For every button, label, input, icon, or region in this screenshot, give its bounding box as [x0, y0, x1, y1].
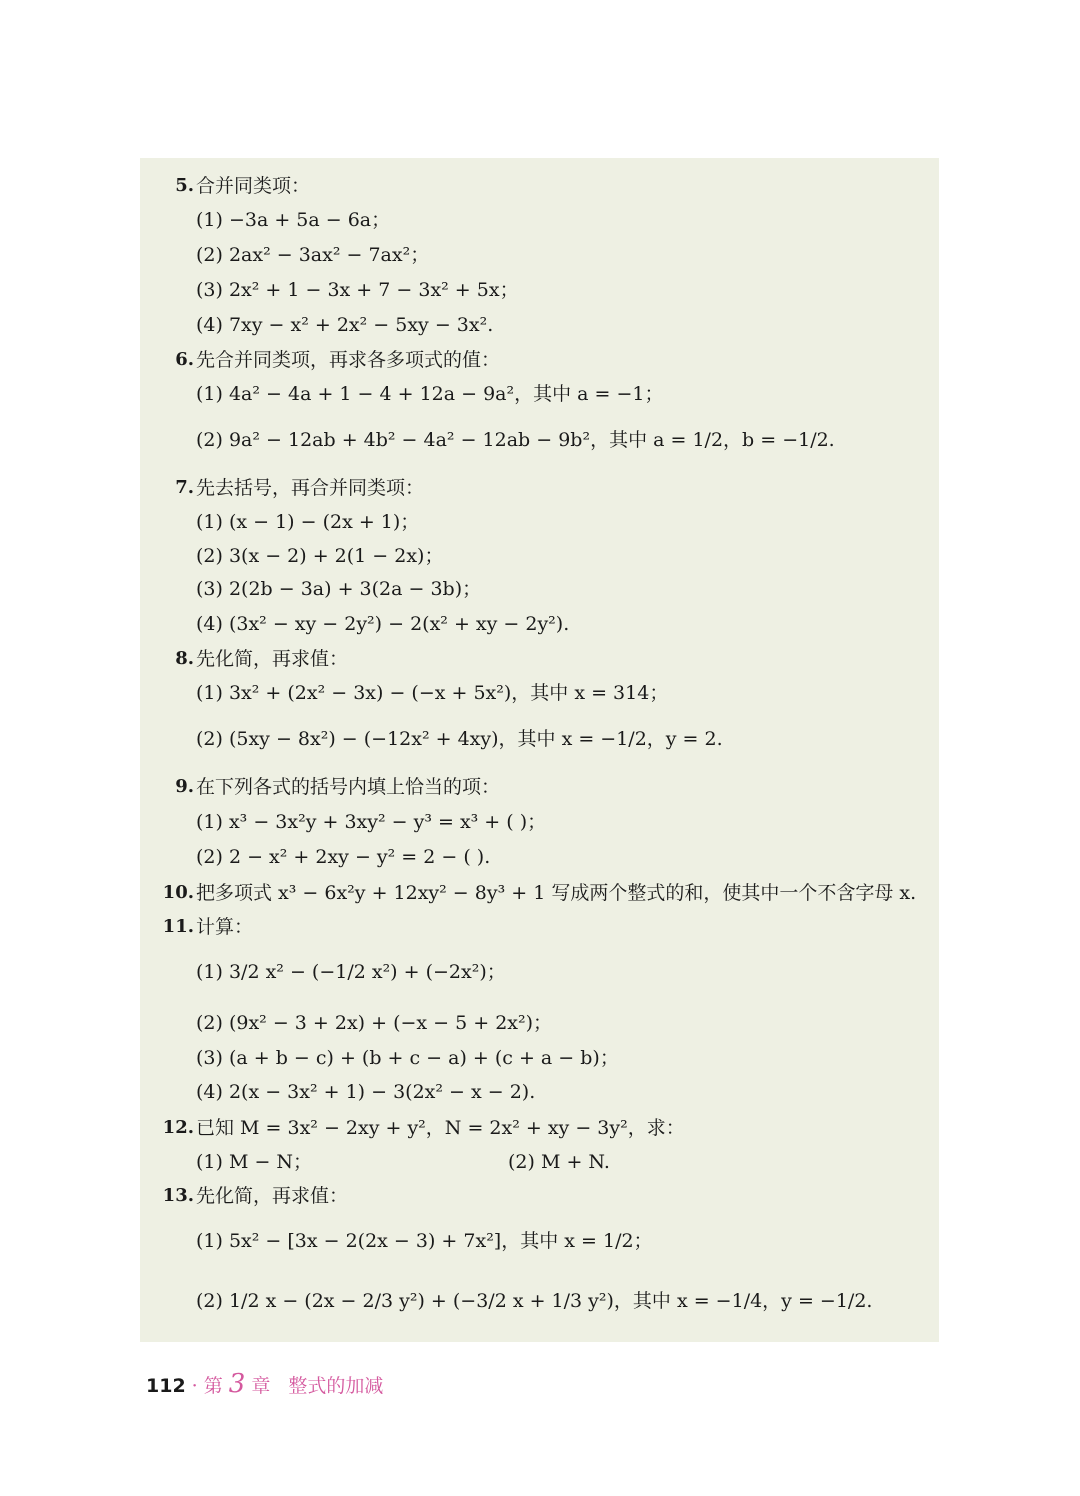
exercise-number: 8.	[175, 648, 194, 669]
chapter-prefix: 第	[203, 1375, 223, 1397]
page-footer	[146, 1370, 383, 1400]
chapter-title: 整式的加减	[288, 1375, 384, 1397]
exercise-stem: 先去括号，再合并同类项：	[196, 477, 425, 499]
exercise-item: (2) 2ax² − 3ax² − 7ax²；	[196, 244, 430, 266]
exercise-item: (3) 2(2b − 3a) + 3(2a − 3b)；	[196, 578, 482, 600]
exercise-item: (3) (a + b − c) + (b + c − a) + (c + a − b)；	[196, 1047, 619, 1069]
exercise-item: (4) 7xy − x² + 2x² − 5xy − 3x².	[196, 314, 494, 336]
exercise-item: (1) 3x² + (2x² − 3x) − (−x + 5x²)，其中 x = 314；	[196, 682, 669, 704]
exercise-item: (3) 2x² + 1 − 3x + 7 − 3x² + 5x；	[196, 279, 519, 301]
exercise-number: 7.	[175, 477, 194, 498]
exercise-number: 13.	[162, 1185, 194, 1206]
exercise-item: (2) 1/2 x − (2x − 2/3 y²) + (−3/2 x + 1/3 y²)，其中 x = −1/4，y = −1/2.	[196, 1290, 873, 1312]
exercise-number: 10.	[162, 882, 194, 903]
exercise-item: (1) M − N；	[196, 1151, 313, 1173]
exercise-stem: 把多项式 x³ − 6x²y + 12xy² − 8y³ + 1 写成两个整式的和，使其中一个不含字母 x.	[196, 882, 917, 904]
exercise-stem: 合并同类项：	[196, 175, 311, 197]
exercise-number: 11.	[162, 916, 194, 937]
exercise-number: 5.	[175, 175, 194, 196]
exercise-item: (2) 9a² − 12ab + 4b² − 4a² − 12ab − 9b²，其中 a = 1/2，b = −1/2.	[196, 429, 835, 451]
exercise-stem: 先合并同类项，再求各多项式的值：	[196, 349, 501, 371]
page-number: 112	[146, 1375, 186, 1397]
exercise-item: (1) −3a + 5a − 6a；	[196, 209, 391, 231]
exercise-item: (4) (3x² − xy − 2y²) − 2(x² + xy − 2y²).	[196, 613, 570, 635]
exercise-item: (1) x³ − 3x²y + 3xy² − y³ = x³ + ( )；	[196, 811, 547, 833]
exercise-item: (1) (x − 1) − (2x + 1)；	[196, 511, 420, 533]
exercise-item: (1) 4a² − 4a + 1 − 4 + 12a − 9a²，其中 a = −1；	[196, 383, 664, 405]
exercise-stem: 先化简，再求值：	[196, 648, 349, 670]
exercise-item: (2) M + N.	[508, 1151, 610, 1173]
exercise-stem: 先化简，再求值：	[196, 1185, 349, 1207]
exercise-stem: 已知 M = 3x² − 2xy + y²，N = 2x² + xy − 3y²，求：	[196, 1117, 685, 1139]
exercise-number: 9.	[175, 776, 194, 797]
exercise-stem: 计算：	[196, 916, 254, 938]
chapter-number: 3	[228, 1369, 246, 1399]
exercise-item: (2) 2 − x² + 2xy − y² = 2 − ( ).	[196, 846, 491, 868]
exercise-stem: 在下列各式的括号内填上恰当的项：	[196, 776, 501, 798]
exercise-item: (1) 5x² − [3x − 2(2x − 3) + 7x²]，其中 x = 1/2；	[196, 1230, 653, 1252]
exercise-item: (1) 3/2 x² − (−1/2 x²) + (−2x²)；	[196, 961, 506, 983]
exercise-item: (4) 2(x − 3x² + 1) − 3(2x² − x − 2).	[196, 1081, 536, 1103]
chapter-suffix: 章	[251, 1375, 271, 1397]
exercise-number: 12.	[162, 1117, 194, 1138]
exercise-item: (2) (5xy − 8x²) − (−12x² + 4xy)，其中 x = −1/2，y = 2.	[196, 728, 723, 750]
exercise-item: (2) 3(x − 2) + 2(1 − 2x)；	[196, 545, 444, 567]
exercise-item: (2) (9x² − 3 + 2x) + (−x − 5 + 2x²)；	[196, 1012, 553, 1034]
exercise-number: 6.	[175, 349, 194, 370]
separator-dot: ·	[191, 1375, 198, 1397]
